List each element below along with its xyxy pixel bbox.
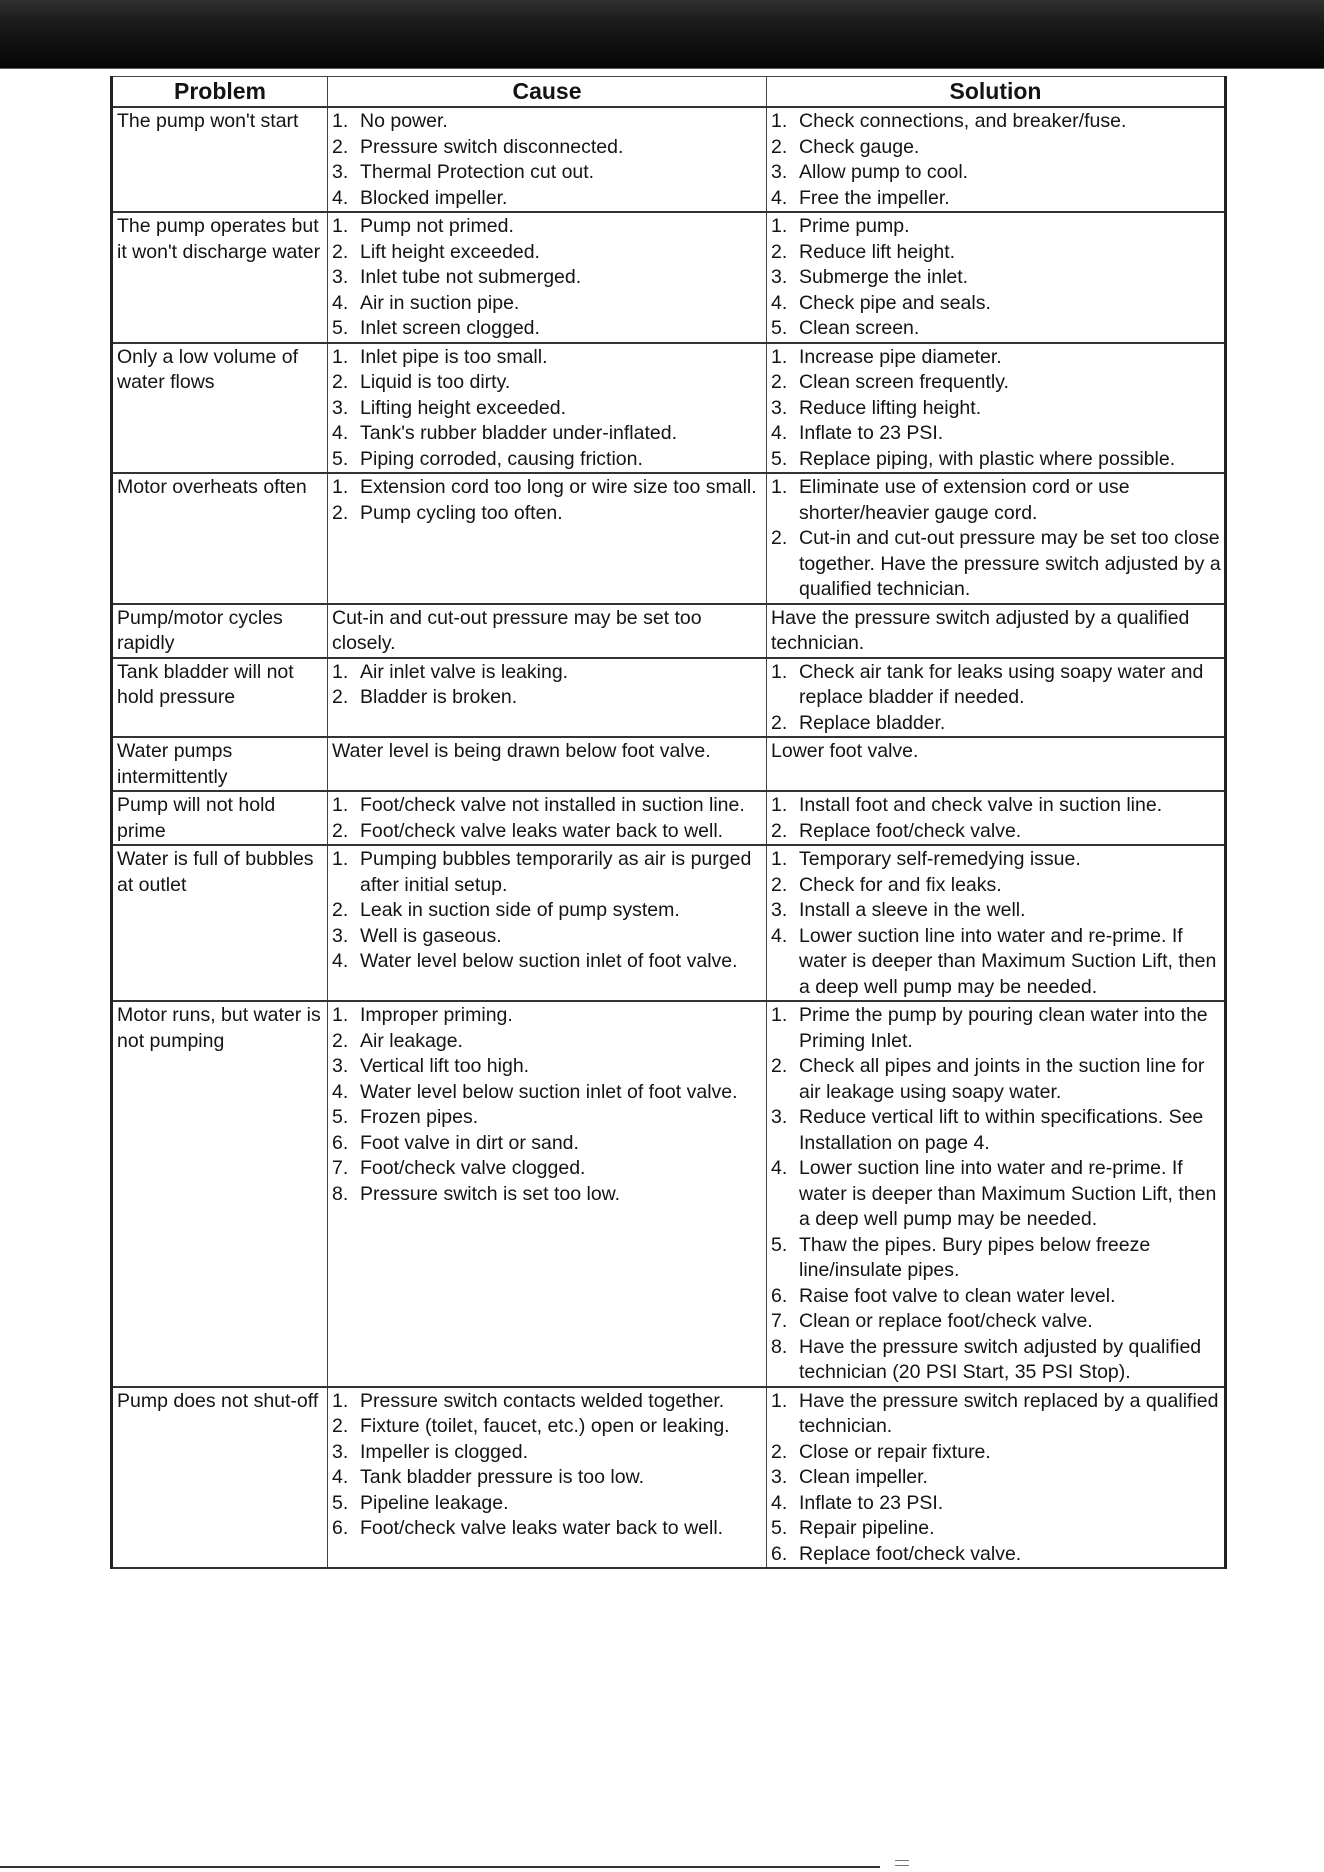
cause-number: 4. — [332, 1080, 349, 1103]
solution-cell — [767, 658, 1226, 738]
problem-cell — [112, 1001, 328, 1387]
cause-text: Pipeline leakage. — [360, 1491, 509, 1514]
solution-item — [771, 396, 1221, 422]
solution-text: Check gauge. — [799, 135, 920, 158]
cause-item — [332, 447, 763, 473]
solution-item — [771, 1465, 1221, 1491]
cause-item — [332, 1491, 763, 1517]
solution-number: 1. — [771, 660, 788, 683]
cause-item — [332, 240, 763, 266]
table-row — [112, 737, 1226, 791]
cause-number: 1. — [332, 1389, 349, 1412]
solution-item — [771, 1284, 1221, 1310]
cause-number: 1. — [332, 345, 349, 368]
solution-item — [771, 1105, 1221, 1156]
solution-cell — [767, 473, 1226, 604]
cause-text: Tank's rubber bladder under-inflated. — [360, 422, 677, 444]
cause-number: 4. — [332, 950, 349, 972]
cause-number: 4. — [332, 291, 349, 314]
solution-number: 1. — [771, 794, 788, 816]
cause-number: 8. — [332, 1182, 349, 1205]
solution-number: 1. — [771, 848, 788, 870]
table-row — [112, 604, 1226, 658]
table-row — [112, 343, 1226, 474]
solution-text: Clean screen frequently. — [799, 371, 1009, 393]
solution-number: 4. — [771, 291, 788, 314]
solution-item — [771, 1440, 1221, 1466]
solution-number: 1. — [771, 1004, 788, 1026]
solution-number: 1. — [771, 476, 788, 498]
solution-item — [771, 1389, 1221, 1440]
solution-item — [771, 526, 1221, 603]
cause-cell — [328, 343, 767, 474]
cause-item — [332, 186, 763, 212]
cause-number: 3. — [332, 1440, 349, 1463]
cause-number: 5. — [332, 1106, 349, 1128]
cause-number: 3. — [332, 266, 349, 288]
cause-item — [332, 370, 763, 396]
cause-number: 6. — [332, 1517, 349, 1539]
solution-text: Replace bladder. — [799, 711, 946, 734]
cause-number: 7. — [332, 1157, 349, 1179]
solution-item — [771, 1156, 1221, 1233]
problem-cell — [112, 107, 328, 212]
solution-number: 1. — [771, 215, 788, 237]
table-row — [112, 845, 1226, 1001]
cause-number: 5. — [332, 447, 349, 470]
problem-text: Only a low volume of water flows — [117, 345, 298, 393]
cause-text: Pressure switch is set too low. — [360, 1182, 621, 1205]
solution-item — [771, 1054, 1221, 1105]
cause-cell — [328, 1001, 767, 1387]
solution-text: Repair pipeline. — [799, 1517, 935, 1539]
problem-cell — [112, 1387, 328, 1569]
cause-item — [332, 847, 763, 898]
cause-number: 1. — [332, 110, 349, 132]
solution-text: Reduce vertical lift to within specifications. See Installation on page 4. — [799, 1106, 1204, 1154]
cause-text: Pump cycling too often. — [360, 501, 563, 524]
solution-item — [771, 873, 1221, 899]
solution-text: Reduce lifting height. — [799, 396, 982, 419]
cause-text: Cut-in and cut-out pressure may be set too closely. — [332, 606, 702, 654]
solution-item — [771, 186, 1221, 212]
cause-item — [332, 1156, 763, 1182]
cause-number: 1. — [332, 1004, 349, 1026]
problem-text: The pump operates but it won't discharge water — [117, 215, 321, 263]
table-row — [112, 107, 1226, 212]
problem-text: The pump won't start — [117, 110, 299, 132]
cause-text: Pump not primed. — [360, 215, 514, 237]
solution-number: 2. — [771, 711, 788, 734]
table-row — [112, 1001, 1226, 1387]
solution-text: Lower suction line into water and re-prime. If water is deeper than Maximum Suction Lift, then a deep well pump may be needed. — [799, 1157, 1217, 1230]
cause-item — [332, 265, 763, 291]
solution-number: 3. — [771, 396, 788, 419]
solution-text: Check pipe and seals. — [799, 291, 991, 314]
solution-number: 3. — [771, 161, 788, 183]
solution-number: 4. — [771, 1491, 788, 1514]
cause-item — [332, 660, 763, 686]
cause-text: Tank bladder pressure is too low. — [360, 1466, 644, 1488]
cause-number: 1. — [332, 794, 349, 816]
cause-cell — [328, 473, 767, 604]
cause-number: 3. — [332, 396, 349, 419]
cause-text: Water level is being drawn below foot valve. — [332, 740, 711, 762]
cause-item — [332, 109, 763, 135]
cause-number: 4. — [332, 422, 349, 444]
solution-number: 5. — [771, 317, 788, 339]
problem-text: Tank bladder will not hold pressure — [117, 660, 294, 708]
cause-item — [332, 421, 763, 447]
solution-number: 4. — [771, 186, 788, 209]
header-solution: Solution — [767, 77, 1226, 108]
table-row — [112, 1387, 1226, 1569]
cause-text: Blocked impeller. — [360, 186, 508, 209]
cause-item — [332, 1131, 763, 1157]
solution-item — [771, 109, 1221, 135]
cause-text: Foot/check valve leaks water back to well. — [360, 1517, 724, 1539]
solution-text: Check air tank for leaks using soapy water and replace bladder if needed. — [799, 660, 1204, 708]
cause-item — [332, 1440, 763, 1466]
table-body — [112, 107, 1226, 1568]
troubleshooting-table-wrapper — [110, 76, 1224, 1569]
solution-cell — [767, 212, 1226, 343]
solution-item — [771, 924, 1221, 1001]
solution-item — [771, 1309, 1221, 1335]
solution-text: Replace foot/check valve. — [799, 1542, 1022, 1565]
cause-item — [332, 1414, 763, 1440]
solution-item — [771, 240, 1221, 266]
cause-text: Leak in suction side of pump system. — [360, 899, 680, 921]
cause-text: Inlet screen clogged. — [360, 317, 540, 339]
cause-text: Lifting height exceeded. — [360, 396, 566, 419]
problem-text: Water pumps intermittently — [117, 740, 233, 788]
problem-cell — [112, 473, 328, 604]
problem-cell — [112, 604, 328, 658]
solution-item — [771, 1491, 1221, 1517]
solution-text: Clean screen. — [799, 317, 920, 339]
cause-text: Air leakage. — [360, 1029, 463, 1052]
cause-text: Vertical lift too high. — [360, 1055, 530, 1077]
cause-number: 1. — [332, 660, 349, 683]
solution-number: 6. — [771, 1542, 788, 1565]
cause-item — [332, 1029, 763, 1055]
solution-item — [771, 1335, 1221, 1386]
solution-item — [771, 447, 1221, 473]
solution-text: Cut-in and cut-out pressure may be set too close together. Have the pressure switch adjusted by a qualified technician. — [799, 527, 1221, 600]
cause-item — [332, 685, 763, 711]
solution-cell — [767, 107, 1226, 212]
table-row — [112, 791, 1226, 845]
cause-number: 2. — [332, 135, 349, 158]
cause-number: 1. — [332, 476, 349, 498]
solution-text: Prime the pump by pouring clean water into the Priming Inlet. — [799, 1004, 1208, 1052]
solution-number: 5. — [771, 447, 788, 470]
cause-text: Air inlet valve is leaking. — [360, 660, 569, 683]
solution-number: 3. — [771, 899, 788, 921]
problem-cell — [112, 658, 328, 738]
cause-text: Fixture (toilet, faucet, etc.) open or leaking. — [360, 1415, 730, 1437]
cause-item — [332, 1054, 763, 1080]
cause-item — [332, 1516, 763, 1542]
solution-item — [771, 160, 1221, 186]
solution-text: Clean impeller. — [799, 1466, 928, 1488]
solution-text: Install a sleeve in the well. — [799, 899, 1026, 921]
solution-cell — [767, 343, 1226, 474]
cause-number: 2. — [332, 1415, 349, 1437]
solution-text: Inflate to 23 PSI. — [799, 1491, 944, 1514]
solution-text: Prime pump. — [799, 215, 910, 237]
solution-number: 1. — [771, 110, 788, 132]
cause-cell — [328, 737, 767, 791]
cause-text: Pressure switch disconnected. — [360, 135, 624, 158]
solution-text: Check connections, and breaker/fuse. — [799, 110, 1127, 132]
cause-number: 5. — [332, 317, 349, 339]
solution-number: 4. — [771, 924, 788, 947]
solution-cell — [767, 1001, 1226, 1387]
solution-number: 3. — [771, 1466, 788, 1488]
cause-item — [332, 793, 763, 819]
problem-text: Pump/motor cycles rapidly — [117, 606, 283, 654]
cause-number: 5. — [332, 1491, 349, 1514]
problem-cell — [112, 791, 328, 845]
solution-number: 5. — [771, 1517, 788, 1539]
solution-number: 2. — [771, 819, 788, 842]
problem-text: Motor runs, but water is not pumping — [117, 1004, 321, 1052]
cause-text: Extension cord too long or wire size too small. — [360, 476, 757, 498]
cause-text: Foot valve in dirt or sand. — [360, 1131, 579, 1154]
cause-text: Impeller is clogged. — [360, 1440, 528, 1463]
solution-text: Clean or replace foot/check valve. — [799, 1310, 1093, 1332]
solution-number: 2. — [771, 240, 788, 263]
cause-cell — [328, 604, 767, 658]
solution-text: Check for and fix leaks. — [799, 873, 1002, 896]
cause-text: Foot/check valve leaks water back to well. — [360, 819, 724, 842]
cause-item — [332, 1105, 763, 1131]
solution-item — [771, 1516, 1221, 1542]
solution-cell — [767, 791, 1226, 845]
cause-number: 3. — [332, 924, 349, 947]
cause-item — [332, 345, 763, 371]
cause-text: Pumping bubbles temporarily as air is purged after initial setup. — [360, 848, 752, 896]
solution-text: Have the pressure switch adjusted by a qualified technician. — [771, 606, 1190, 654]
solution-item — [771, 370, 1221, 396]
solution-cell — [767, 845, 1226, 1001]
solution-text: Increase pipe diameter. — [799, 345, 1002, 368]
solution-cell — [767, 1387, 1226, 1569]
cause-number: 3. — [332, 161, 349, 183]
solution-text: Reduce lift height. — [799, 240, 956, 263]
solution-number: 3. — [771, 266, 788, 288]
cause-item — [332, 898, 763, 924]
cause-text: Water level below suction inlet of foot valve. — [360, 950, 738, 972]
solution-item — [771, 316, 1221, 342]
cause-item — [332, 396, 763, 422]
cause-item — [332, 1182, 763, 1208]
table-row — [112, 473, 1226, 604]
cause-number: 1. — [332, 215, 349, 237]
solution-item — [771, 711, 1221, 737]
solution-number: 2. — [771, 1440, 788, 1463]
header-cause: Cause — [328, 77, 767, 108]
cause-text: No power. — [360, 110, 448, 132]
problem-text: Motor overheats often — [117, 476, 307, 498]
solution-item — [771, 345, 1221, 371]
solution-number: 7. — [771, 1310, 788, 1332]
solution-text: Thaw the pipes. Bury pipes below freeze line/insulate pipes. — [799, 1233, 1151, 1281]
cause-text: Foot/check valve not installed in suction line. — [360, 794, 745, 816]
solution-text: Have the pressure switch adjusted by qualified technician (20 PSI Start, 35 PSI Stop). — [799, 1335, 1202, 1383]
solution-item — [771, 1233, 1221, 1284]
problem-text: Pump will not hold prime — [117, 794, 276, 842]
solution-number: 8. — [771, 1335, 788, 1358]
footer-rule — [0, 1866, 880, 1868]
cause-text: Frozen pipes. — [360, 1106, 479, 1128]
header-problem: Problem — [112, 77, 328, 108]
solution-number: 2. — [771, 371, 788, 393]
cause-cell — [328, 658, 767, 738]
solution-text: Inflate to 23 PSI. — [799, 422, 944, 444]
footer-mark — [895, 1860, 909, 1866]
cause-item — [332, 1465, 763, 1491]
solution-item — [771, 421, 1221, 447]
problem-text: Water is full of bubbles at outlet — [117, 848, 314, 896]
cause-text: Foot/check valve clogged. — [360, 1157, 586, 1179]
solution-text: Allow pump to cool. — [799, 161, 969, 183]
cause-number: 4. — [332, 1466, 349, 1488]
cause-text: Piping corroded, causing friction. — [360, 447, 643, 470]
cause-item — [332, 1003, 763, 1029]
solution-cell — [767, 737, 1226, 791]
solution-item — [771, 819, 1221, 845]
solution-text: Check all pipes and joints in the suction line for air leakage using soapy water. — [799, 1055, 1205, 1103]
cause-text: Lift height exceeded. — [360, 240, 540, 263]
top-banner — [0, 0, 1324, 69]
problem-cell — [112, 845, 328, 1001]
solution-item — [771, 214, 1221, 240]
solution-item — [771, 847, 1221, 873]
table-header-row — [112, 77, 1226, 108]
solution-item — [771, 475, 1221, 526]
solution-text: Have the pressure switch replaced by a qualified technician. — [799, 1389, 1219, 1437]
solution-number: 5. — [771, 1233, 788, 1256]
problem-cell — [112, 737, 328, 791]
solution-text: Raise foot valve to clean water level. — [799, 1284, 1116, 1307]
cause-number: 3. — [332, 1055, 349, 1077]
cause-text: Inlet pipe is too small. — [360, 345, 548, 368]
cause-cell — [328, 212, 767, 343]
cause-item — [332, 475, 763, 501]
cause-text: Water level below suction inlet of foot valve. — [360, 1080, 738, 1103]
solution-item — [771, 793, 1221, 819]
solution-number: 2. — [771, 527, 788, 549]
solution-item — [771, 135, 1221, 161]
solution-text: Temporary self-remedying issue. — [799, 848, 1081, 870]
solution-text: Lower foot valve. — [771, 740, 919, 762]
solution-number: 3. — [771, 1106, 788, 1128]
solution-number: 4. — [771, 422, 788, 444]
solution-number: 1. — [771, 345, 788, 368]
cause-text: Inlet tube not submerged. — [360, 266, 582, 288]
solution-number: 4. — [771, 1157, 788, 1179]
cause-item — [332, 1389, 763, 1415]
solution-text: Submerge the inlet. — [799, 266, 969, 288]
cause-text: Thermal Protection cut out. — [360, 161, 595, 183]
cause-text: Well is gaseous. — [360, 924, 502, 947]
cause-item — [332, 949, 763, 975]
solution-number: 1. — [771, 1389, 788, 1412]
cause-text: Air in suction pipe. — [360, 291, 520, 314]
cause-cell — [328, 1387, 767, 1569]
problem-text: Pump does not shut-off — [117, 1389, 319, 1412]
solution-text: Replace piping, with plastic where possible. — [799, 447, 1176, 470]
solution-item — [771, 1003, 1221, 1054]
solution-item — [771, 660, 1221, 711]
cause-number: 2. — [332, 240, 349, 263]
cause-item — [332, 924, 763, 950]
cause-text: Improper priming. — [360, 1004, 513, 1026]
cause-cell — [328, 845, 767, 1001]
cause-number: 2. — [332, 819, 349, 842]
cause-cell — [328, 791, 767, 845]
cause-item — [332, 214, 763, 240]
solution-item — [771, 265, 1221, 291]
cause-text: Bladder is broken. — [360, 686, 518, 708]
solution-text: Lower suction line into water and re-prime. If water is deeper than Maximum Suction Lift, then a deep well pump may be needed. — [799, 924, 1217, 998]
solution-text: Eliminate use of extension cord or use shorter/heavier gauge cord. — [799, 476, 1130, 524]
solution-number: 2. — [771, 873, 788, 896]
solution-item — [771, 1542, 1221, 1568]
cause-cell — [328, 107, 767, 212]
troubleshooting-table — [110, 76, 1227, 1569]
cause-number: 2. — [332, 899, 349, 921]
table-row — [112, 212, 1226, 343]
cause-item — [332, 819, 763, 845]
cause-number: 4. — [332, 186, 349, 209]
cause-text: Pressure switch contacts welded together. — [360, 1389, 725, 1412]
cause-number: 2. — [332, 686, 349, 708]
cause-number: 2. — [332, 371, 349, 393]
problem-cell — [112, 212, 328, 343]
cause-number: 2. — [332, 501, 349, 524]
cause-item — [332, 1080, 763, 1106]
solution-item — [771, 291, 1221, 317]
cause-number: 6. — [332, 1131, 349, 1154]
cause-item — [332, 501, 763, 527]
cause-number: 1. — [332, 848, 349, 870]
solution-text: Install foot and check valve in suction line. — [799, 794, 1163, 816]
solution-cell — [767, 604, 1226, 658]
cause-item — [332, 291, 763, 317]
cause-text: Liquid is too dirty. — [360, 371, 511, 393]
solution-text: Close or repair fixture. — [799, 1440, 991, 1463]
solution-text: Free the impeller. — [799, 186, 950, 209]
cause-item — [332, 160, 763, 186]
cause-item — [332, 135, 763, 161]
solution-number: 2. — [771, 135, 788, 158]
solution-number: 2. — [771, 1055, 788, 1077]
table-row — [112, 658, 1226, 738]
solution-item — [771, 898, 1221, 924]
solution-number: 6. — [771, 1284, 788, 1307]
cause-number: 2. — [332, 1029, 349, 1052]
problem-cell — [112, 343, 328, 474]
cause-item — [332, 316, 763, 342]
solution-text: Replace foot/check valve. — [799, 819, 1022, 842]
